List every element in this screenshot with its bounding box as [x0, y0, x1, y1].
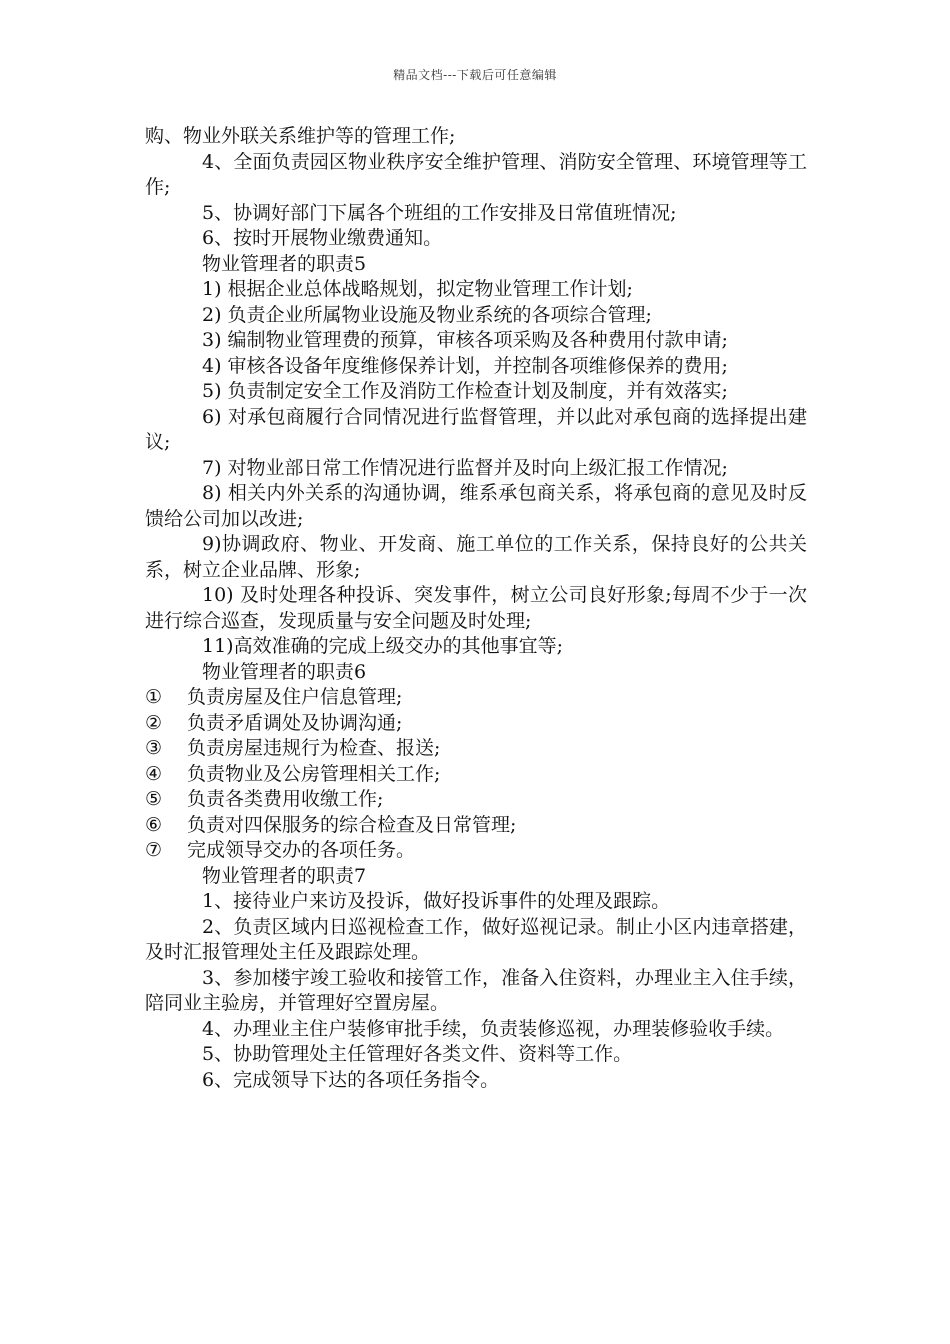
list-item-text: 负责房屋及住户信息管理;	[187, 686, 403, 708]
circled-number: ④	[145, 762, 163, 785]
paragraph: 3) 编制物业管理费的预算，审核各项采购及各种费用付款申请;	[202, 329, 728, 351]
circled-list-item	[145, 685, 807, 711]
circled-number: ③	[145, 737, 163, 759]
paragraph: 2、负责区域内日巡视检查工作，做好巡视记录。制止小区内违章搭建，及时汇报管理处主任及跟踪处理。	[145, 915, 807, 963]
paragraph: 9)协调政府、物业、开发商、施工单位的工作关系，保持良好的公共关系，树立企业品牌、形象;	[145, 533, 807, 581]
paragraph: 6、完成领导下达的各项任务指令。	[202, 1068, 500, 1091]
paragraph: 8) 相关内外关系的沟通协调，维系承包商关系，将承包商的意见及时反馈给公司加以改进;	[145, 482, 807, 530]
section-heading: 物业管理者的职责7	[202, 864, 367, 887]
circled-list-item	[145, 736, 807, 762]
circled-number: ⑥	[145, 813, 163, 836]
document-body	[145, 124, 807, 1093]
section-heading: 物业管理者的职责5	[202, 252, 367, 275]
paragraph: 11)高效准确的完成上级交办的其他事宜等;	[202, 635, 563, 657]
circled-number: ⑦	[145, 839, 163, 861]
page-header: 精品文档---下载后可任意编辑	[393, 68, 557, 82]
list-item-text: 负责对四保服务的综合检查及日常管理;	[187, 813, 517, 836]
list-item-text: 负责各类费用收缴工作;	[187, 788, 384, 810]
list-item-text: 负责矛盾调处及协调沟通;	[187, 711, 403, 734]
paragraph: 5、协助管理处主任管理好各类文件、资料等工作。	[202, 1043, 633, 1065]
circled-list-item	[145, 762, 807, 788]
circled-number: ①	[145, 686, 163, 708]
paragraph: 1) 根据企业总体战略规划，拟定物业管理工作计划;	[202, 278, 633, 300]
list-item-text: 负责物业及公房管理相关工作;	[187, 762, 441, 785]
paragraph: 4) 审核各设备年度维修保养计划，并控制各项维修保养的费用;	[202, 354, 728, 377]
paragraph: 5) 负责制定安全工作及消防工作检查计划及制度，并有效落实;	[202, 380, 728, 402]
list-item-text: 负责房屋违规行为检查、报送;	[187, 737, 441, 759]
paragraph: 1、接待业户来访及投诉，做好投诉事件的处理及跟踪。	[202, 890, 671, 912]
paragraph: 5、协调好部门下属各个班组的工作安排及日常值班情况;	[202, 201, 677, 224]
paragraph: 3、参加楼宇竣工验收和接管工作，准备入住资料，办理业主入住手续，陪同业主验房，并管理好空置房屋。	[145, 966, 807, 1014]
paragraph: 2) 负责企业所属物业设施及物业系统的各项综合管理;	[202, 303, 652, 326]
paragraph: 7) 对物业部日常工作情况进行监督并及时向上级汇报工作情况;	[202, 456, 728, 479]
circled-number: ⑤	[145, 788, 163, 810]
paragraph: 6) 对承包商履行合同情况进行监督管理，并以此对承包商的选择提出建议;	[145, 405, 807, 453]
paragraph: 4、办理业主住户装修审批手续，负责装修巡视，办理装修验收手续。	[202, 1017, 785, 1040]
paragraph: 6、按时开展物业缴费通知。	[202, 227, 443, 249]
circled-number: ②	[145, 711, 163, 734]
section-heading: 物业管理者的职责6	[202, 660, 367, 683]
paragraph: 购、物业外联关系维护等的管理工作;	[145, 125, 456, 147]
circled-list-item	[145, 838, 807, 864]
circled-list-item	[145, 711, 807, 737]
list-item-text: 完成领导交办的各项任务。	[187, 839, 416, 861]
paragraph: 4、全面负责园区物业秩序安全维护管理、消防安全管理、环境管理等工作;	[145, 150, 807, 198]
circled-list-item	[145, 787, 807, 813]
circled-list-item	[145, 813, 807, 839]
paragraph: 10) 及时处理各种投诉、突发事件，树立公司良好形象;每周不少于一次进行综合巡查，发现质量与安全问题及时处理;	[145, 584, 807, 632]
